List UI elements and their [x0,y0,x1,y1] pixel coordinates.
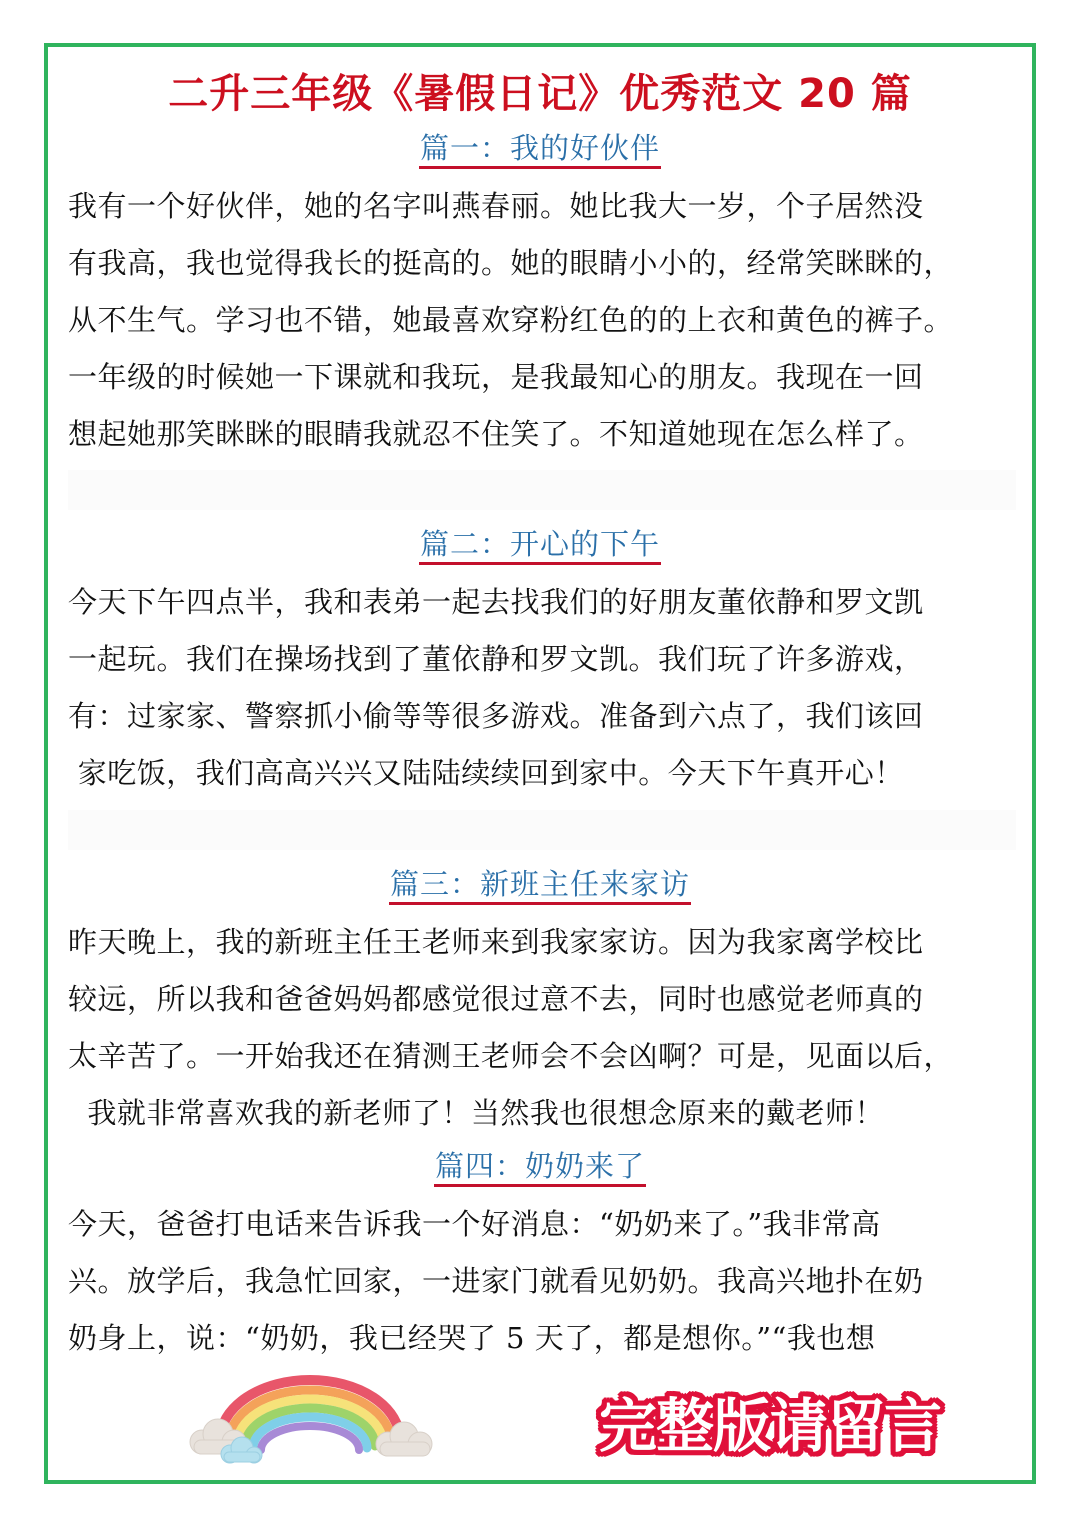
section-heading-2 [0,526,1080,566]
section-body-3 [68,914,1018,1142]
text-line: 我有一个好伙伴，她的名字叫燕春丽。她比我大一岁，个子居然没 [68,189,924,223]
text-line: 家吃饭，我们高高兴兴又陆陆续续回到家中。今天下午真开心！ [68,756,904,790]
text-line: 有：过家家、警察抓小偷等等很多游戏。准备到六点了，我们该回 [68,699,924,733]
blank-band [68,470,1016,510]
text-line: 太辛苦了。一开始我还在猜测王老师会不会凶啊？可是，见面以后， [68,1039,954,1073]
text-line: 昨天晚上，我的新班主任王老师来到我家家访。因为我家离学校比 [68,925,924,959]
section-heading-text: 篇三：新班主任来家访 [389,866,691,905]
page-title: 二升三年级《暑假日记》优秀范文 20 篇 [168,71,912,117]
cta-leave-comment-banner: 完整版请留言 [598,1392,941,1460]
text-line: 一起玩。我们在操场找到了董依静和罗文凯。我们玩了许多游戏， [68,642,924,676]
text-line: 较远，所以我和爸爸妈妈都感觉很过意不去，同时也感觉老师真的 [68,982,924,1016]
text-line: 奶身上，说：“奶奶，我已经哭了 5 天了，都是想你。”“我也想 [68,1321,876,1355]
section-heading-text: 篇四：奶奶来了 [434,1148,646,1187]
blank-band [68,810,1016,850]
text-line: 从不生气。学习也不错，她最喜欢穿粉红色的的上衣和黄色的裤子。 [68,303,954,337]
section-heading-3 [0,866,1080,906]
section-heading-4 [0,1148,1080,1188]
text-line: 想起她那笑眯眯的眼睛我就忍不住笑了。不知道她现在怎么样了。 [68,417,924,451]
section-heading-text: 篇一：我的好伙伴 [419,130,661,169]
section-body-4 [68,1196,1018,1367]
section-heading-1 [0,130,1080,170]
text-line: 今天，爸爸打电话来告诉我一个好消息：“奶奶来了。”我非常高 [68,1207,881,1241]
rainbow-clouds-icon [180,1368,440,1468]
text-line: 兴。放学后，我急忙回家，一进家门就看见奶奶。我高兴地扑在奶 [68,1264,924,1298]
text-line: 我就非常喜欢我的新老师了！当然我也很想念原来的戴老师！ [68,1096,884,1130]
text-line: 有我高，我也觉得我长的挺高的。她的眼睛小小的，经常笑眯眯的， [68,246,954,280]
text-line: 今天下午四点半，我和表弟一起去找我们的好朋友董依静和罗文凯 [68,585,924,619]
section-body-2 [68,574,1018,802]
section-heading-text: 篇二：开心的下午 [419,526,661,565]
text-line: 一年级的时候她一下课就和我玩，是我最知心的朋友。我现在一回 [68,360,924,394]
section-body-1 [68,178,1018,463]
